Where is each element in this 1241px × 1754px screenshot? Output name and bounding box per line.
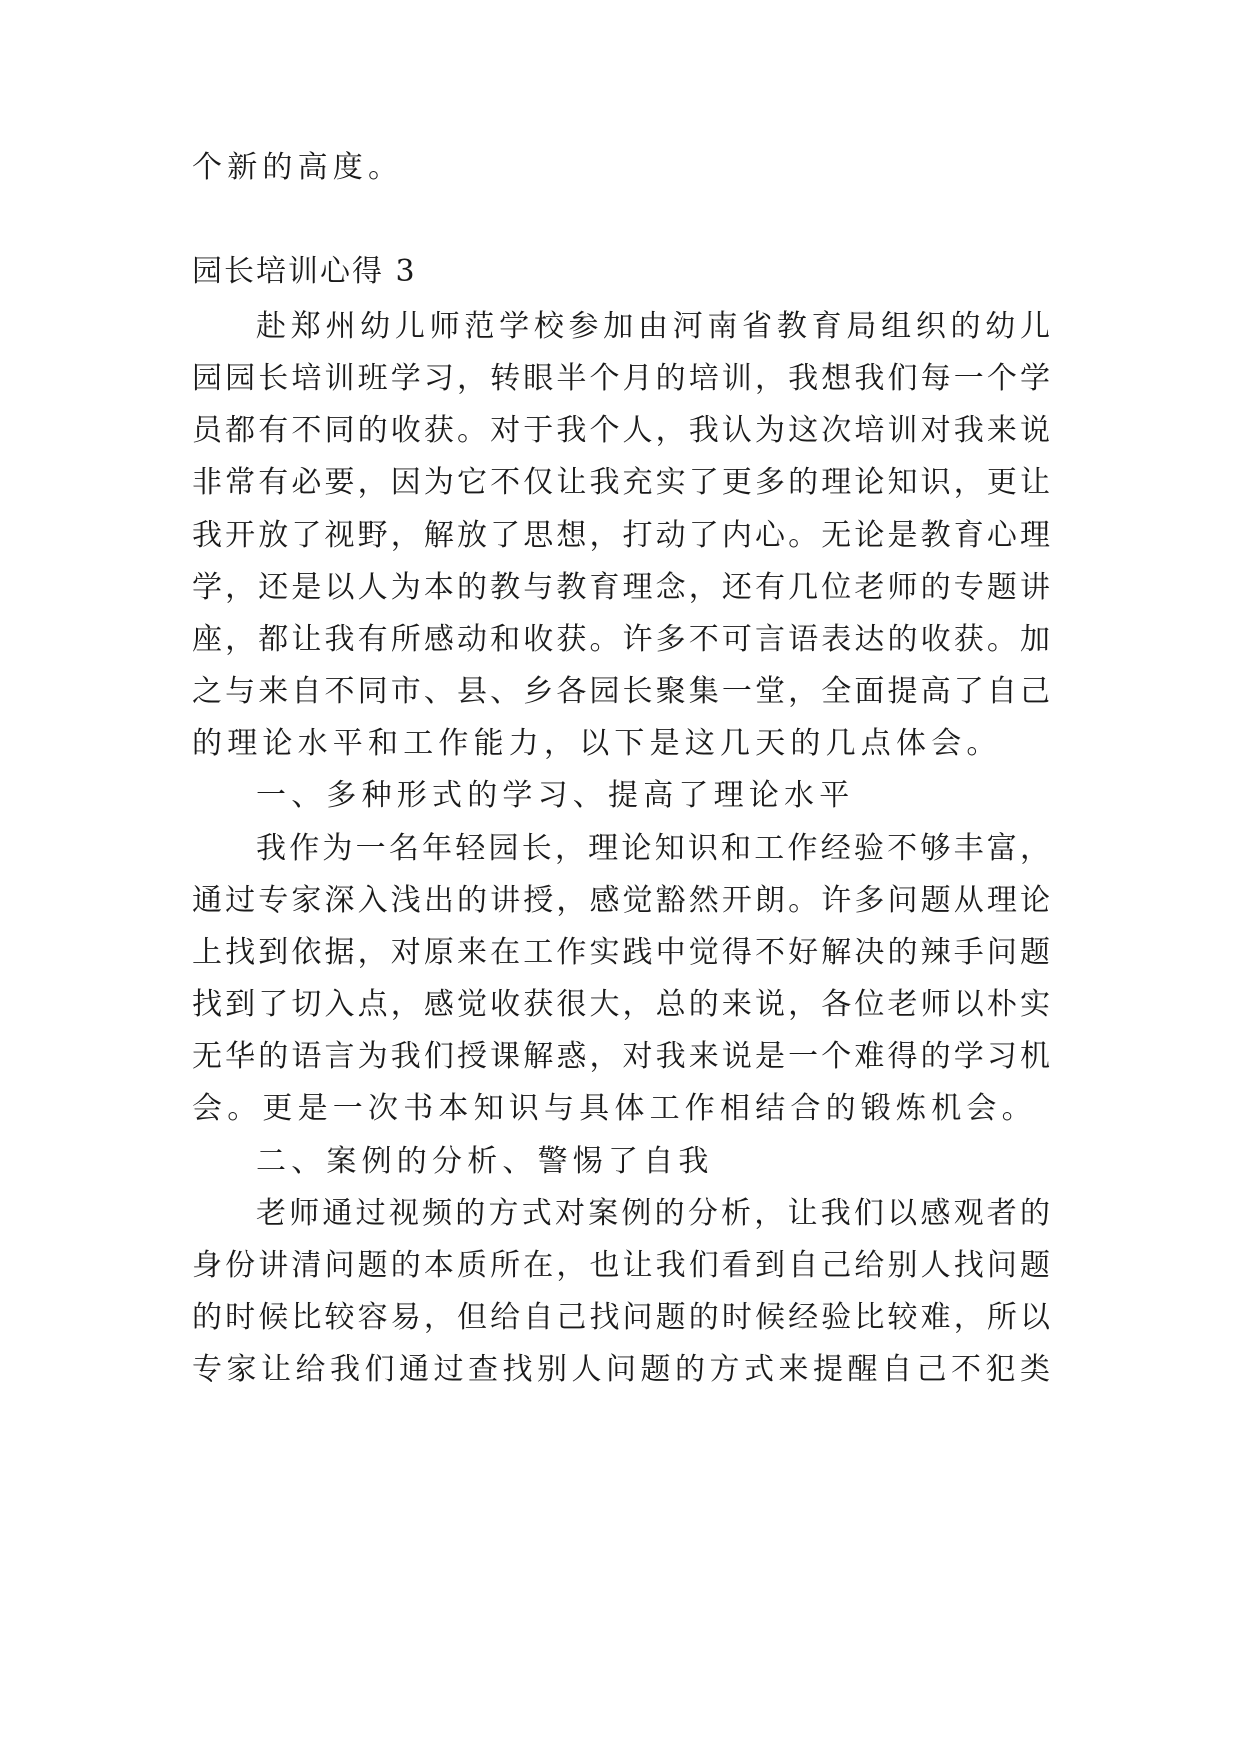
paragraph-line: 园园长培训班学习，转眼半个月的培训，我想我们每一个学 bbox=[192, 361, 1050, 396]
paragraph-line: 专家让给我们通过查找别人问题的方式来提醒自己不犯类 bbox=[192, 1352, 1050, 1387]
paragraph-line: 会。更是一次书本知识与具体工作相结合的锻炼机会。 bbox=[192, 1091, 1037, 1126]
paragraph-line: 上找到依据，对原来在工作实践中觉得不好解决的辣手问题 bbox=[192, 935, 1050, 970]
paragraph-line: 的理论水平和工作能力，以下是这几天的几点体会。 bbox=[192, 726, 1002, 761]
paragraph-line: 通过专家深入浅出的讲授，感觉豁然开朗。许多问题从理论 bbox=[192, 883, 1050, 918]
section-title: 园长培训心得 3 bbox=[192, 254, 417, 289]
paragraph-line: 座，都让我有所感动和收获。许多不可言语表达的收获。加 bbox=[192, 622, 1050, 657]
paragraph-line: 学，还是以人为本的教与教育理念，还有几位老师的专题讲 bbox=[192, 570, 1050, 605]
paragraph-line: 我作为一名年轻园长，理论知识和工作经验不够丰富， bbox=[256, 831, 1050, 866]
paragraph-line: 无华的语言为我们授课解惑，对我来说是一个难得的学习机 bbox=[192, 1039, 1050, 1074]
paragraph-line: 非常有必要，因为它不仅让我充实了更多的理论知识，更让 bbox=[192, 465, 1050, 500]
paragraph-line: 的时候比较容易，但给自己找问题的时候经验比较难，所以 bbox=[192, 1300, 1050, 1335]
paragraph-line: 之与来自不同市、县、乡各园长聚集一堂，全面提高了自己 bbox=[192, 674, 1050, 709]
paragraph-line: 我开放了视野，解放了思想，打动了内心。无论是教育心理 bbox=[192, 518, 1050, 553]
paragraph-line: 员都有不同的收获。对于我个人，我认为这次培训对我来说 bbox=[192, 413, 1050, 448]
paragraph-line: 赴郑州幼儿师范学校参加由河南省教育局组织的幼儿 bbox=[256, 309, 1050, 344]
subheading: 二、案例的分析、警惕了自我 bbox=[256, 1144, 714, 1179]
paragraph-line: 身份讲清问题的本质所在，也让我们看到自己给别人找问题 bbox=[192, 1248, 1050, 1283]
paragraph-line: 老师通过视频的方式对案例的分析，让我们以感观者的 bbox=[256, 1196, 1050, 1231]
paragraph-line: 个新的高度。 bbox=[192, 150, 404, 185]
subheading: 一、多种形式的学习、提高了理论水平 bbox=[256, 778, 855, 813]
paragraph-line: 找到了切入点，感觉收获很大，总的来说，各位老师以朴实 bbox=[192, 987, 1050, 1022]
